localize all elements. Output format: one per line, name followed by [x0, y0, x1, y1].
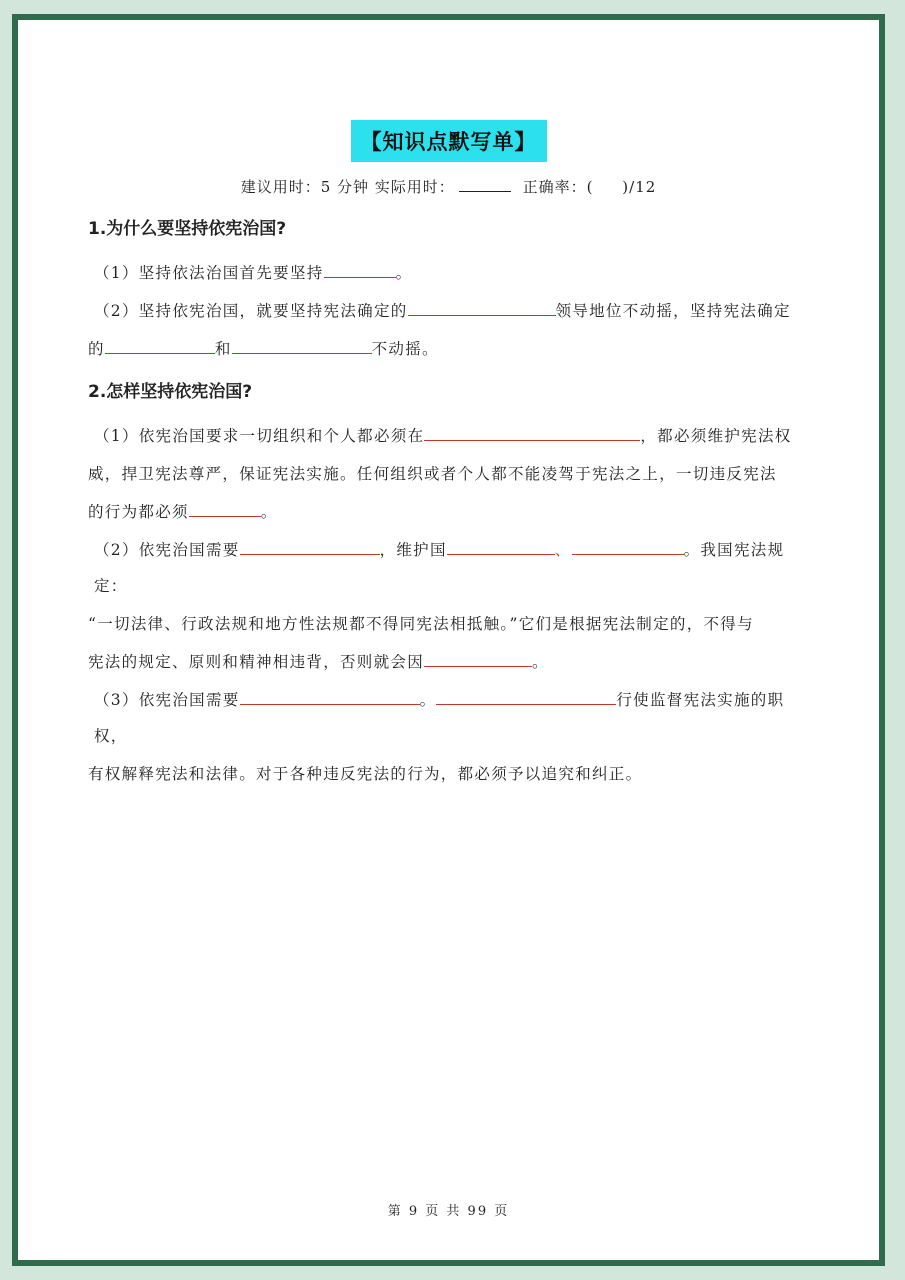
q2-item-1-text-e: 。 [260, 503, 278, 521]
fill-blank[interactable] [324, 261, 396, 278]
q1-item-1-text: （1）坚持依法治国首先要坚持 [94, 264, 324, 282]
actual-time-blank[interactable] [459, 177, 511, 192]
q2-item-1-cont2 [88, 494, 817, 530]
q2-item-3-text-b: 。 [419, 691, 437, 709]
q2-item-1-text-d: 的行为都必须 [88, 503, 189, 521]
q2-item-2-text-f: 宪法的规定、原则和精神相违背，否则就会因 [88, 653, 425, 671]
fill-blank[interactable] [424, 650, 532, 667]
actual-time-label: 实际用时： [374, 178, 455, 196]
page-number: 第 9 页 共 99 页 [387, 1204, 510, 1219]
q1-item-2-text-d: 和 [214, 340, 232, 358]
q1-item-1 [88, 255, 817, 291]
fill-blank[interactable] [105, 337, 215, 354]
fill-blank[interactable] [572, 538, 684, 555]
q2-item-3-text-d: 有权解释宪法和法律。对于各种违反宪法的行为，都必须予以追究和纠正。 [88, 765, 643, 783]
meta-line [26, 176, 871, 197]
q2-item-1-text-b: ，都必须维护宪法权 [640, 427, 792, 445]
q1-item-2-text: （2）坚持依宪治国，就要坚持宪法确定的 [94, 302, 408, 320]
q2-item-2-text-b: ，维护国 [379, 541, 447, 559]
q1-item-2 [88, 293, 817, 329]
fill-blank[interactable] [232, 337, 372, 354]
q2-item-2-text-g: 。 [532, 653, 549, 671]
fill-blank[interactable] [240, 688, 420, 705]
q2-item-2-text-e: “一切法律、行政法规和地方性法规都不得同宪法相抵触。”它们是根据宪法制定的，不得与 [88, 615, 754, 633]
q2-item-1-text-c: 威，捍卫宪法尊严，保证宪法实施。任何组织或者个人都不能凌驾于宪法之上，一切违反宪法 [88, 465, 777, 483]
fill-blank[interactable] [240, 538, 380, 555]
accuracy-label: 正确率：( [522, 178, 594, 196]
q2-item-3 [88, 682, 817, 754]
suggested-time: 建议用时：5 分钟 [240, 178, 370, 196]
q2-item-2-text: （2）依宪治国需要 [94, 541, 240, 559]
fill-blank[interactable] [189, 500, 261, 517]
q2-item-2-cont [88, 606, 817, 642]
page-frame [12, 14, 885, 1266]
question-1-heading: 1.为什么要坚持依宪治国? [88, 219, 287, 239]
accuracy-total: )/12 [622, 178, 657, 196]
q2-item-1-cont [88, 456, 817, 492]
q2-item-3-text: （3）依宪治国需要 [94, 691, 240, 709]
q2-item-3-cont [88, 756, 817, 792]
fill-blank[interactable] [447, 538, 555, 555]
q2-item-2-text-d: 。我国宪法规定： [94, 541, 785, 595]
q1-item-2-text-b: 领导地位不动摇，坚持宪法确定 [555, 302, 791, 320]
q2-item-1 [88, 418, 817, 454]
page [26, 28, 871, 1252]
q2-item-2-cont2 [88, 644, 817, 680]
q1-item-1-end: 。 [395, 264, 413, 282]
q1-item-2-text-e: 不动摇。 [371, 340, 439, 358]
q1-item-2-text-c: 的 [88, 340, 105, 358]
fill-blank[interactable] [408, 299, 556, 316]
q2-item-2-sep: 、 [554, 541, 572, 559]
fill-blank[interactable] [424, 424, 640, 441]
q2-item-1-text: （1）依宪治国要求一切组织和个人都必须在 [94, 427, 425, 445]
content [88, 214, 817, 794]
question-2-heading: 2.怎样坚持依宪治国? [88, 382, 253, 402]
q2-item-2 [88, 532, 817, 604]
q2-item-3-text-c: 行使监督宪法实施的职权， [94, 691, 785, 745]
fill-blank[interactable] [436, 688, 616, 705]
page-title: 【知识点默写单】 [351, 120, 547, 162]
q1-item-2-cont [88, 331, 817, 367]
